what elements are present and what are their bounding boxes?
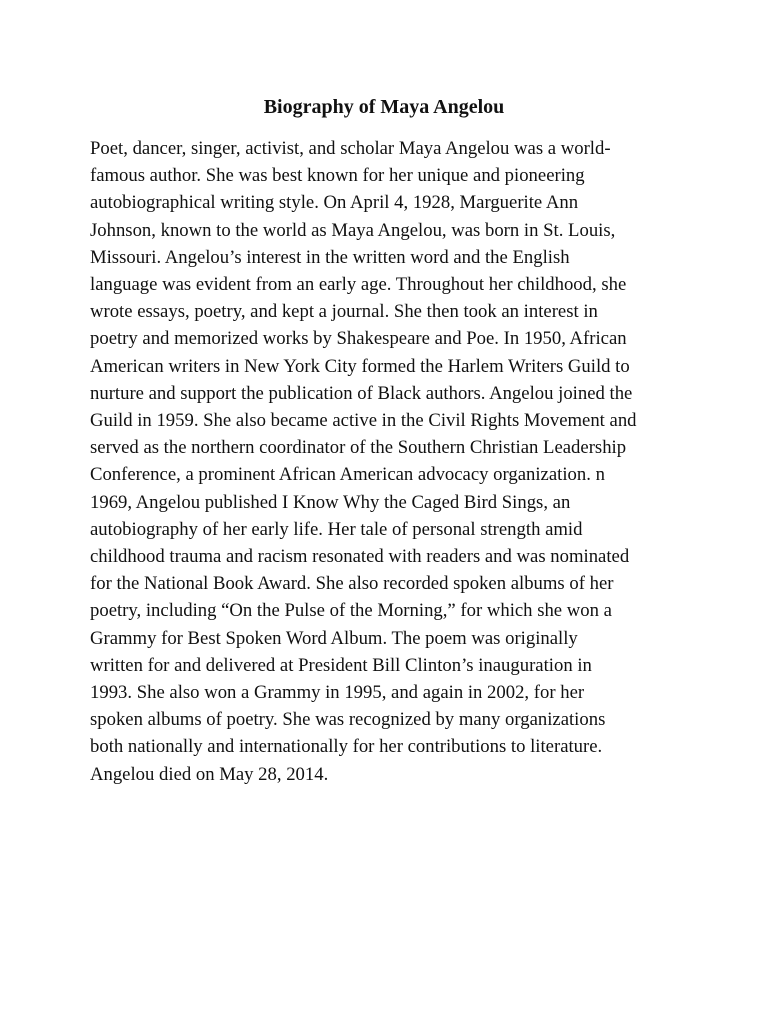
- paragraph-line: Missouri. Angelou’s interest in the written word and the English: [90, 246, 570, 268]
- paragraph-line: both nationally and internationally for her contributions to literature.: [90, 736, 603, 758]
- paragraph-line: poetry, including “On the Pulse of the Morning,” for which she won a: [90, 600, 612, 622]
- document-title: Biography of Maya Angelou: [263, 96, 505, 118]
- paragraph-line: Johnson, known to the world as Maya Angelou, was born in St. Louis,: [90, 219, 616, 241]
- paragraph-line: 1993. She also won a Grammy in 1995, and again in 2002, for her: [90, 682, 585, 704]
- paragraph-line: Guild in 1959. She also became active in the Civil Rights Movement and: [90, 410, 637, 432]
- paragraph-line: Conference, a prominent African American advocacy organization. n: [90, 464, 605, 486]
- paragraph-line: Angelou died on May 28, 2014.: [90, 763, 329, 785]
- paragraph-line: nurture and support the publication of Black authors. Angelou joined the: [90, 382, 633, 404]
- paragraph-line: autobiography of her early life. Her tale of personal strength amid: [90, 518, 583, 540]
- paragraph-line: 1969, Angelou published I Know Why the Caged Bird Sings, an: [90, 491, 571, 513]
- paragraph-line: for the National Book Award. She also recorded spoken albums of her: [90, 573, 614, 595]
- paragraph-line: wrote essays, poetry, and kept a journal. She then took an interest in: [90, 301, 598, 323]
- paragraph-line: written for and delivered at President Bill Clinton’s inauguration in: [90, 654, 592, 676]
- paragraph-line: Poet, dancer, singer, activist, and scholar Maya Angelou was a world-: [90, 138, 611, 159]
- paragraph-line: childhood trauma and racism resonated with readers and was nominated: [90, 546, 630, 568]
- paragraph-line: famous author. She was best known for her unique and pioneering: [90, 165, 585, 187]
- paragraph-line: language was evident from an early age. Throughout her childhood, she: [90, 274, 627, 296]
- paragraph-line: Grammy for Best Spoken Word Album. The poem was originally: [90, 627, 578, 649]
- biography-paragraph: [90, 135, 710, 788]
- paragraph-line: spoken albums of poetry. She was recognized by many organizations: [90, 709, 606, 731]
- paragraph-line: poetry and memorized works by Shakespeare and Poe. In 1950, African: [90, 328, 627, 350]
- paragraph-line: served as the northern coordinator of the Southern Christian Leadership: [90, 437, 627, 459]
- paragraph-line: autobiographical writing style. On April 4, 1928, Marguerite Ann: [90, 192, 579, 214]
- paragraph-line: American writers in New York City formed the Harlem Writers Guild to: [90, 355, 630, 377]
